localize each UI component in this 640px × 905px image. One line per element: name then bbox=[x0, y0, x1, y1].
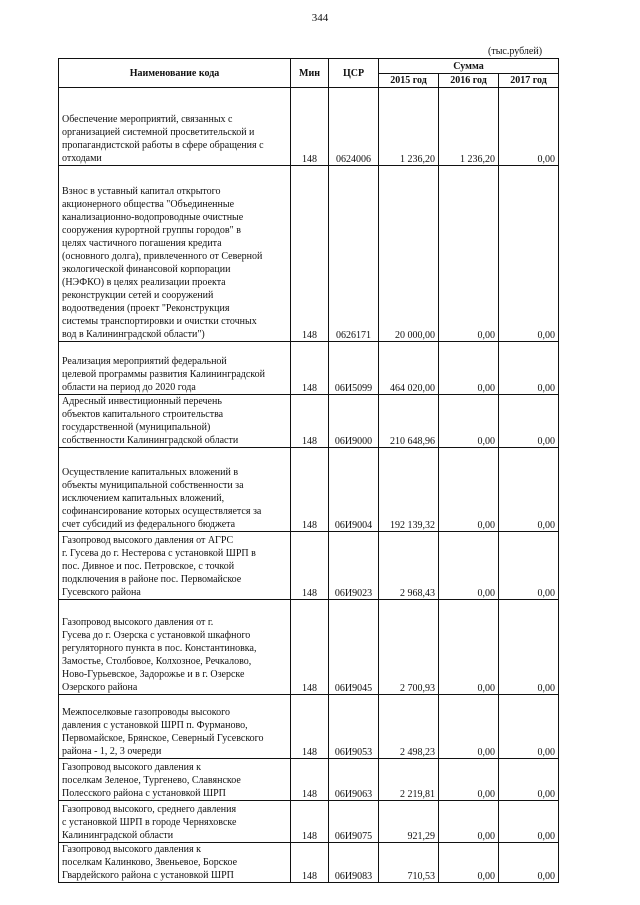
row-amount-2015: 2 498,23 bbox=[379, 695, 439, 759]
table-row bbox=[59, 532, 559, 600]
header-year-2016: 2016 год bbox=[439, 74, 499, 88]
header-year-2015: 2015 год bbox=[379, 74, 439, 88]
row-name-text: Взнос в уставный капитал открытого акционерного общества "Объединенные канализационно-водопроводные очистные сооружения курортной группы городов" в целях частичного погашения кредита (основного долга), привлеченного от Северной экологической финансовой корпорации (НЭФКО) в целях реализации проекта реконструкции сетей и сооружений водоотведения (проект "Реконструкция системы транспортировки и очистки сточных вод в Калининградской области") bbox=[62, 186, 263, 340]
table-row bbox=[59, 843, 559, 883]
row-min-cell: 148 bbox=[291, 759, 329, 801]
row-name-text: Обеспечение мероприятий, связанных с организацией системной просветительской и пропагандистской работы в сфере обращения с отходами bbox=[62, 114, 264, 164]
row-amount-2015: 921,29 bbox=[379, 801, 439, 843]
row-min-cell: 148 bbox=[291, 395, 329, 448]
row-min-cell: 148 bbox=[291, 843, 329, 883]
page-number: 344 bbox=[311, 12, 329, 24]
row-name-cell bbox=[59, 695, 291, 759]
row-amount-2017: 0,00 bbox=[499, 88, 559, 166]
row-name-cell bbox=[59, 88, 291, 166]
row-min-cell: 148 bbox=[291, 448, 329, 532]
row-amount-2015: 710,53 bbox=[379, 843, 439, 883]
row-amount-2017: 0,00 bbox=[499, 448, 559, 532]
row-min-cell: 148 bbox=[291, 88, 329, 166]
table-row bbox=[59, 395, 559, 448]
row-csr-cell: 0626171 bbox=[329, 166, 379, 342]
row-amount-2017: 0,00 bbox=[499, 801, 559, 843]
row-name-text: Адресный инвестиционный перечень объектов капитального строительства государственной (муниципальной) собственности Калининградской области bbox=[62, 396, 239, 446]
row-name-cell bbox=[59, 166, 291, 342]
table-row bbox=[59, 600, 559, 695]
row-amount-2016: 0,00 bbox=[439, 532, 499, 600]
row-amount-2016: 0,00 bbox=[439, 600, 499, 695]
row-amount-2016: 0,00 bbox=[439, 166, 499, 342]
row-amount-2015: 2 968,43 bbox=[379, 532, 439, 600]
row-amount-2016: 0,00 bbox=[439, 843, 499, 883]
row-name-cell bbox=[59, 759, 291, 801]
row-name-text: Газопровод высокого давления к поселкам Калинково, Звеньевое, Борское Гвардейского района с установкой ШРП bbox=[62, 844, 238, 881]
row-amount-2016: 0,00 bbox=[439, 695, 499, 759]
row-name-cell bbox=[59, 801, 291, 843]
row-name-text: Газопровод высокого давления к поселкам Зеленое, Тургенево, Славянское Полесского района с установкой ШРП bbox=[62, 762, 241, 799]
header-sum: Сумма bbox=[379, 59, 559, 74]
table-row bbox=[59, 695, 559, 759]
table-row bbox=[59, 801, 559, 843]
row-amount-2015: 2 219,81 bbox=[379, 759, 439, 801]
row-csr-cell: 06И9083 bbox=[329, 843, 379, 883]
table-row bbox=[59, 166, 559, 342]
row-name-cell bbox=[59, 342, 291, 395]
table-row bbox=[59, 759, 559, 801]
row-name-cell bbox=[59, 843, 291, 883]
row-amount-2017: 0,00 bbox=[499, 600, 559, 695]
row-amount-2015: 464 020,00 bbox=[379, 342, 439, 395]
table-row bbox=[59, 342, 559, 395]
units-label: (тыс.рублей) bbox=[488, 46, 543, 57]
header-min: Мин bbox=[291, 59, 329, 88]
row-amount-2015: 2 700,93 bbox=[379, 600, 439, 695]
row-amount-2016: 0,00 bbox=[439, 801, 499, 843]
row-min-cell: 148 bbox=[291, 801, 329, 843]
row-amount-2017: 0,00 bbox=[499, 395, 559, 448]
row-name-cell bbox=[59, 448, 291, 532]
row-amount-2017: 0,00 bbox=[499, 695, 559, 759]
row-min-cell: 148 bbox=[291, 342, 329, 395]
row-csr-cell: 0624006 bbox=[329, 88, 379, 166]
row-amount-2015: 192 139,32 bbox=[379, 448, 439, 532]
row-amount-2017: 0,00 bbox=[499, 759, 559, 801]
row-amount-2017: 0,00 bbox=[499, 166, 559, 342]
row-csr-cell: 06И9045 bbox=[329, 600, 379, 695]
row-amount-2015: 210 648,96 bbox=[379, 395, 439, 448]
row-name-text: Газопровод высокого давления от г. Гусева до г. Озерска с установкой шкафного регуляторного пункта в пос. Константиновка, Замостье, Столбовое, Колхозное, Речкалово, Ново-Гурьевское, Задорожье и в г. Озерске Озерского района bbox=[62, 617, 257, 693]
row-csr-cell: 06И5099 bbox=[329, 342, 379, 395]
row-csr-cell: 06И9023 bbox=[329, 532, 379, 600]
table-body bbox=[59, 88, 559, 883]
row-amount-2017: 0,00 bbox=[499, 532, 559, 600]
row-csr-cell: 06И9004 bbox=[329, 448, 379, 532]
row-csr-cell: 06И9053 bbox=[329, 695, 379, 759]
header-year-2017: 2017 год bbox=[499, 74, 559, 88]
row-name-cell bbox=[59, 532, 291, 600]
row-min-cell: 148 bbox=[291, 695, 329, 759]
row-amount-2016: 0,00 bbox=[439, 448, 499, 532]
row-amount-2016: 0,00 bbox=[439, 395, 499, 448]
row-amount-2016: 1 236,20 bbox=[439, 88, 499, 166]
row-name-text: Газопровод высокого давления от АГРС г. Гусева до г. Нестерова с установкой ШРП в пос. Дивное и пос. Петровское, с точкой подключения в районе пос. Первомайское Гусевского района bbox=[62, 535, 256, 598]
header-name: Наименование кода bbox=[59, 59, 291, 88]
row-name-text: Газопровод высокого, среднего давления с установкой ШРП в городе Черняховске Калининградской области bbox=[62, 804, 237, 841]
row-amount-2015: 1 236,20 bbox=[379, 88, 439, 166]
row-name-text: Реализация мероприятий федеральной целевой программы развития Калининградской области на период до 2020 года bbox=[62, 356, 266, 393]
row-csr-cell: 06И9075 bbox=[329, 801, 379, 843]
row-name-cell bbox=[59, 395, 291, 448]
table-row bbox=[59, 448, 559, 532]
row-amount-2017: 0,00 bbox=[499, 342, 559, 395]
budget-table bbox=[58, 58, 559, 883]
row-csr-cell: 06И9063 bbox=[329, 759, 379, 801]
row-min-cell: 148 bbox=[291, 600, 329, 695]
row-name-text: Межпоселковые газопроводы высокого давления с установкой ШРП п. Фурманово, Первомайское, Брянское, Северный Гусевского района - 1, 2, 3 очереди bbox=[62, 707, 264, 757]
row-name-cell bbox=[59, 600, 291, 695]
row-amount-2016: 0,00 bbox=[439, 759, 499, 801]
header-csr: ЦСР bbox=[329, 59, 379, 88]
row-amount-2015: 20 000,00 bbox=[379, 166, 439, 342]
row-amount-2016: 0,00 bbox=[439, 342, 499, 395]
row-amount-2017: 0,00 bbox=[499, 843, 559, 883]
row-min-cell: 148 bbox=[291, 166, 329, 342]
row-name-text: Осуществление капитальных вложений в объекты муниципальной собственности за исключением капитальных вложений, софинансирование которых осуществляется за счет субсидий из федерального бюджета bbox=[62, 467, 262, 530]
row-csr-cell: 06И9000 bbox=[329, 395, 379, 448]
table-row bbox=[59, 88, 559, 166]
row-min-cell: 148 bbox=[291, 532, 329, 600]
